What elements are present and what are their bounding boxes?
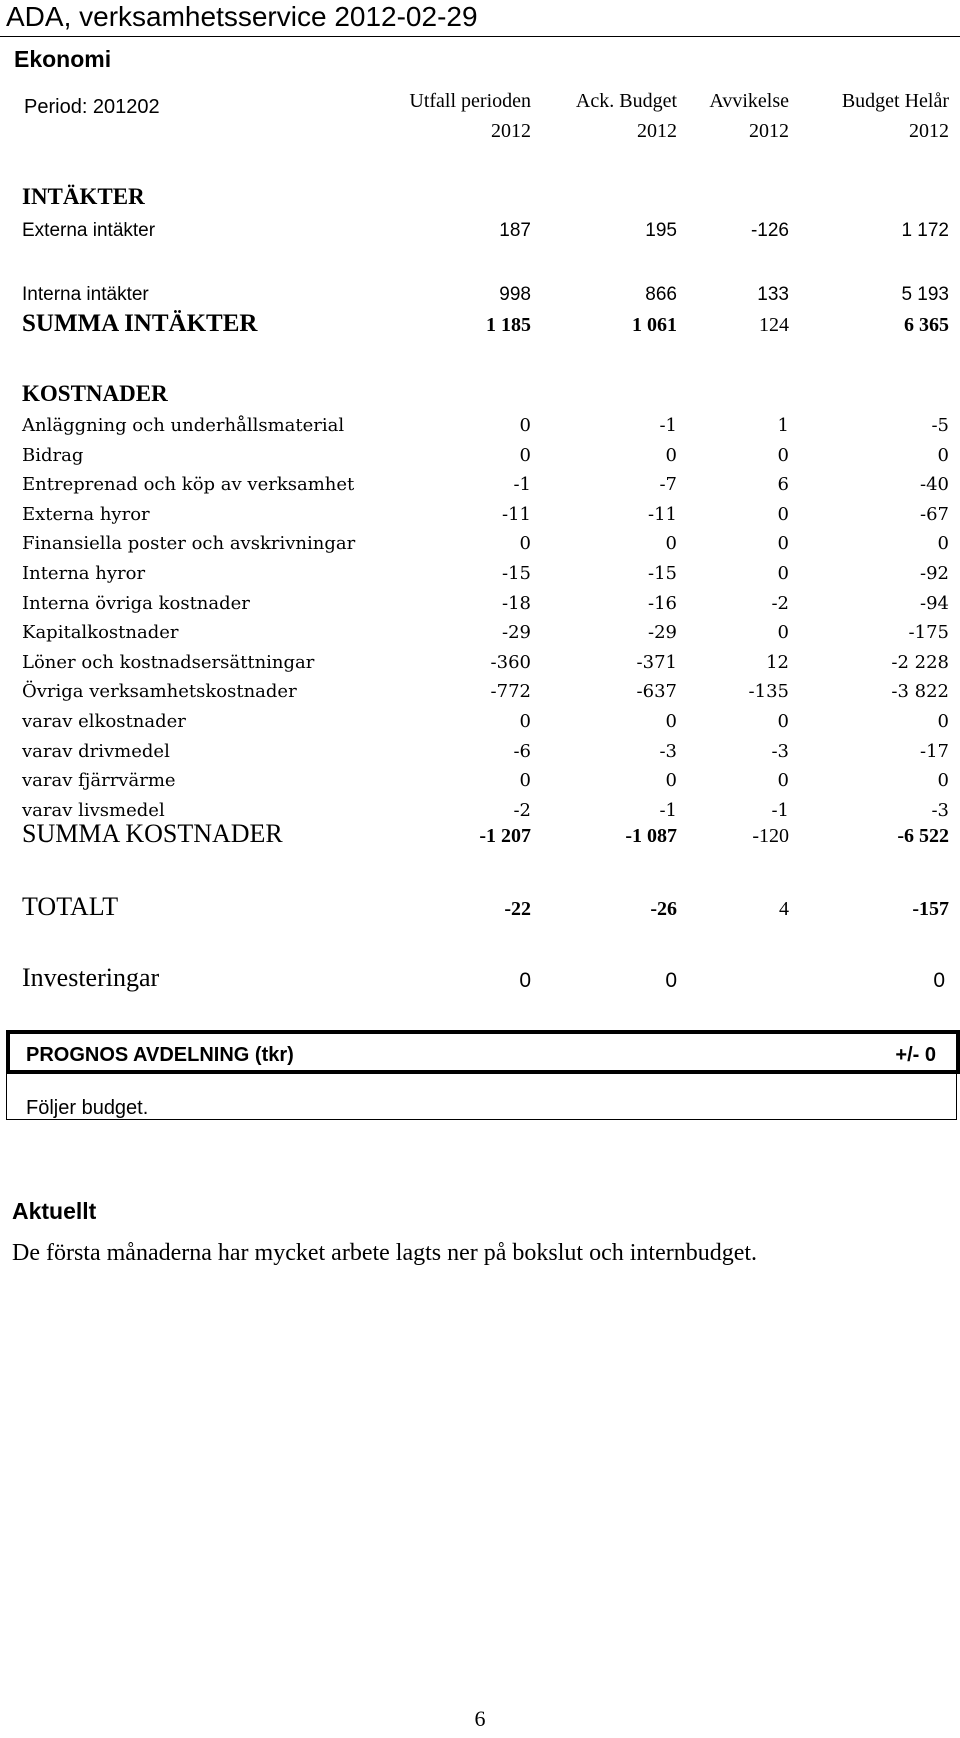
- value-budget-helar: -3 822: [891, 681, 949, 702]
- value-ack-budget: 0: [665, 711, 677, 732]
- document-title: ADA, verksamhetsservice 2012-02-29: [6, 1, 478, 32]
- value-utfall: -15: [502, 563, 531, 584]
- row-label: Externa intäkter: [22, 220, 156, 241]
- totalt-row: [0, 892, 960, 928]
- sum-value-utfall: -1 207: [479, 825, 531, 847]
- totalt-value-utfall: -22: [504, 898, 531, 920]
- col-header-avvikelse-line2: 2012: [749, 120, 789, 142]
- row-label: Interna hyror: [22, 563, 146, 584]
- table-row: [0, 220, 960, 250]
- value-utfall: 0: [519, 770, 531, 791]
- table-row: [0, 504, 960, 534]
- prognos-note: Följer budget.: [26, 1097, 149, 1119]
- value-utfall: 0: [519, 711, 531, 732]
- investeringar-row: [0, 963, 960, 999]
- prognos-label: PROGNOS AVDELNING (tkr): [26, 1044, 294, 1066]
- table-row: [0, 770, 960, 800]
- col-header-avvikelse-line1: Avvikelse: [709, 90, 789, 112]
- value-avvikelse: 0: [777, 711, 789, 732]
- value-ack-budget: -29: [648, 622, 677, 643]
- value-avvikelse: 0: [777, 445, 789, 466]
- aktuellt-heading: Aktuellt: [12, 1198, 97, 1224]
- ekonomi-heading: Ekonomi: [14, 46, 112, 72]
- aktuellt-text: De första månaderna har mycket arbete lagts ner på bokslut och internbudget.: [12, 1240, 758, 1266]
- col-header-utfall-line1: Utfall perioden: [409, 90, 531, 112]
- value-ack-budget: -15: [648, 563, 677, 584]
- table-row: [0, 445, 960, 475]
- col-header-ack-budget-line2: 2012: [637, 120, 677, 142]
- row-label: Anläggning och underhållsmaterial: [22, 415, 345, 436]
- prognos-value: +/- 0: [895, 1044, 936, 1066]
- row-label: Interna övriga kostnader: [22, 593, 250, 614]
- table-row: [0, 563, 960, 593]
- col-header-utfall-line2: 2012: [491, 120, 531, 142]
- col-header-budget-helar: [749, 86, 949, 146]
- sum-value-avvikelse: -120: [752, 825, 789, 847]
- value-utfall: -11: [502, 504, 531, 525]
- value-ack-budget: 0: [665, 770, 677, 791]
- value-utfall: -2: [513, 800, 531, 821]
- table-row: [0, 652, 960, 682]
- value-avvikelse: 0: [777, 504, 789, 525]
- value-budget-helar: 0: [937, 770, 949, 791]
- table-row: [0, 533, 960, 563]
- value-budget-helar: -17: [920, 741, 949, 762]
- totalt-value-budget-helar: -157: [912, 898, 949, 920]
- row-label: Bidrag: [22, 445, 84, 466]
- table-row: [0, 681, 960, 711]
- value-utfall: 0: [519, 415, 531, 436]
- sum-value-ack-budget: -1 087: [625, 825, 677, 847]
- row-label: Interna intäkter: [22, 284, 149, 305]
- table-row: [0, 415, 960, 445]
- value-budget-helar: 0: [937, 533, 949, 554]
- sum-value-budget-helar: 6 365: [904, 314, 949, 336]
- value-ack-budget: -637: [636, 681, 677, 702]
- col-header-ack-budget-line1: Ack. Budget: [575, 90, 677, 112]
- value-avvikelse: -2: [771, 593, 789, 614]
- value-avvikelse: -1: [771, 800, 789, 821]
- value-budget-helar: 5 193: [901, 284, 949, 305]
- value-budget-helar: -175: [908, 622, 949, 643]
- totalt-label: TOTALT: [22, 892, 119, 921]
- value-budget-helar: -67: [920, 504, 949, 525]
- value-ack-budget: 0: [665, 533, 677, 554]
- value-ack-budget: -7: [659, 474, 677, 495]
- row-label: Kapitalkostnader: [22, 622, 179, 643]
- value-budget-helar: 0: [937, 711, 949, 732]
- intakter-heading: INTÄKTER: [22, 184, 145, 209]
- value-ack-budget: -3: [659, 741, 677, 762]
- value-budget-helar: 1 172: [901, 220, 949, 241]
- value-avvikelse: 0: [777, 622, 789, 643]
- value-avvikelse: 0: [777, 770, 789, 791]
- table-row: [0, 593, 960, 623]
- investeringar-label: Investeringar: [22, 963, 160, 992]
- value-ack-budget: 866: [645, 284, 677, 305]
- page-number: 6: [474, 1706, 486, 1731]
- value-avvikelse: -135: [748, 681, 789, 702]
- value-utfall: -772: [490, 681, 531, 702]
- document-header: [0, 0, 960, 37]
- sum-value-ack-budget: 1 061: [632, 314, 677, 336]
- period-label: Period: 201202: [24, 96, 160, 118]
- table-row: [0, 741, 960, 771]
- value-avvikelse: 0: [777, 533, 789, 554]
- investeringar-value-utfall: 0: [519, 969, 531, 992]
- table-row: [0, 711, 960, 741]
- value-avvikelse: 1: [777, 415, 789, 436]
- value-budget-helar: -40: [920, 474, 949, 495]
- table-row: [0, 622, 960, 652]
- value-utfall: 998: [499, 284, 531, 305]
- col-header-budget-helar-line1: Budget Helår: [841, 90, 949, 112]
- row-label: Övriga verksamhetskostnader: [22, 681, 297, 702]
- value-avvikelse: 6: [777, 474, 789, 495]
- row-label: varav elkostnader: [22, 711, 186, 732]
- row-label: varav fjärrvärme: [22, 770, 176, 791]
- value-avvikelse: 12: [766, 652, 789, 673]
- value-budget-helar: -3: [931, 800, 949, 821]
- sum-row-intakter: [0, 310, 960, 344]
- value-ack-budget: -1: [659, 800, 677, 821]
- col-header-budget-helar-line2: 2012: [909, 120, 949, 142]
- value-utfall: -18: [502, 593, 531, 614]
- kostnader-heading: KOSTNADER: [22, 381, 168, 406]
- value-budget-helar: -5: [931, 415, 949, 436]
- table-row: [0, 474, 960, 504]
- value-utfall: -360: [490, 652, 531, 673]
- investeringar-value-ack-budget: 0: [665, 969, 677, 992]
- value-budget-helar: -92: [920, 563, 949, 584]
- sum-label: SUMMA KOSTNADER: [22, 819, 283, 848]
- value-ack-budget: -1: [659, 415, 677, 436]
- value-budget-helar: -94: [920, 593, 949, 614]
- sum-value-budget-helar: -6 522: [897, 825, 949, 847]
- totalt-value-avvikelse: 4: [779, 898, 789, 920]
- investeringar-value-budget-helar: 0: [933, 969, 945, 992]
- value-budget-helar: -2 228: [891, 652, 949, 673]
- row-label: Entreprenad och köp av verksamhet: [22, 474, 355, 495]
- value-utfall: -6: [513, 741, 531, 762]
- value-ack-budget: 0: [665, 445, 677, 466]
- value-avvikelse: 133: [757, 284, 789, 305]
- value-utfall: -1: [513, 474, 531, 495]
- value-utfall: 187: [499, 220, 531, 241]
- value-utfall: 0: [519, 533, 531, 554]
- sum-label: SUMMA INTÄKTER: [22, 310, 258, 337]
- row-label: Externa hyror: [22, 504, 150, 525]
- value-avvikelse: -3: [771, 741, 789, 762]
- value-ack-budget: -16: [648, 593, 677, 614]
- value-utfall: 0: [519, 445, 531, 466]
- sum-value-avvikelse: 124: [759, 314, 789, 336]
- totalt-value-ack-budget: -26: [650, 898, 677, 920]
- row-label: varav livsmedel: [22, 800, 165, 821]
- row-label: Löner och kostnadsersättningar: [22, 652, 315, 673]
- row-label: varav drivmedel: [22, 741, 170, 762]
- value-utfall: -29: [502, 622, 531, 643]
- row-label: Finansiella poster och avskrivningar: [22, 533, 356, 554]
- value-budget-helar: 0: [937, 445, 949, 466]
- value-ack-budget: 195: [645, 220, 677, 241]
- value-avvikelse: -126: [750, 220, 789, 241]
- sum-value-utfall: 1 185: [486, 314, 531, 336]
- value-ack-budget: -371: [636, 652, 677, 673]
- sum-row-kostnader: [0, 819, 960, 855]
- value-avvikelse: 0: [777, 563, 789, 584]
- value-ack-budget: -11: [648, 504, 677, 525]
